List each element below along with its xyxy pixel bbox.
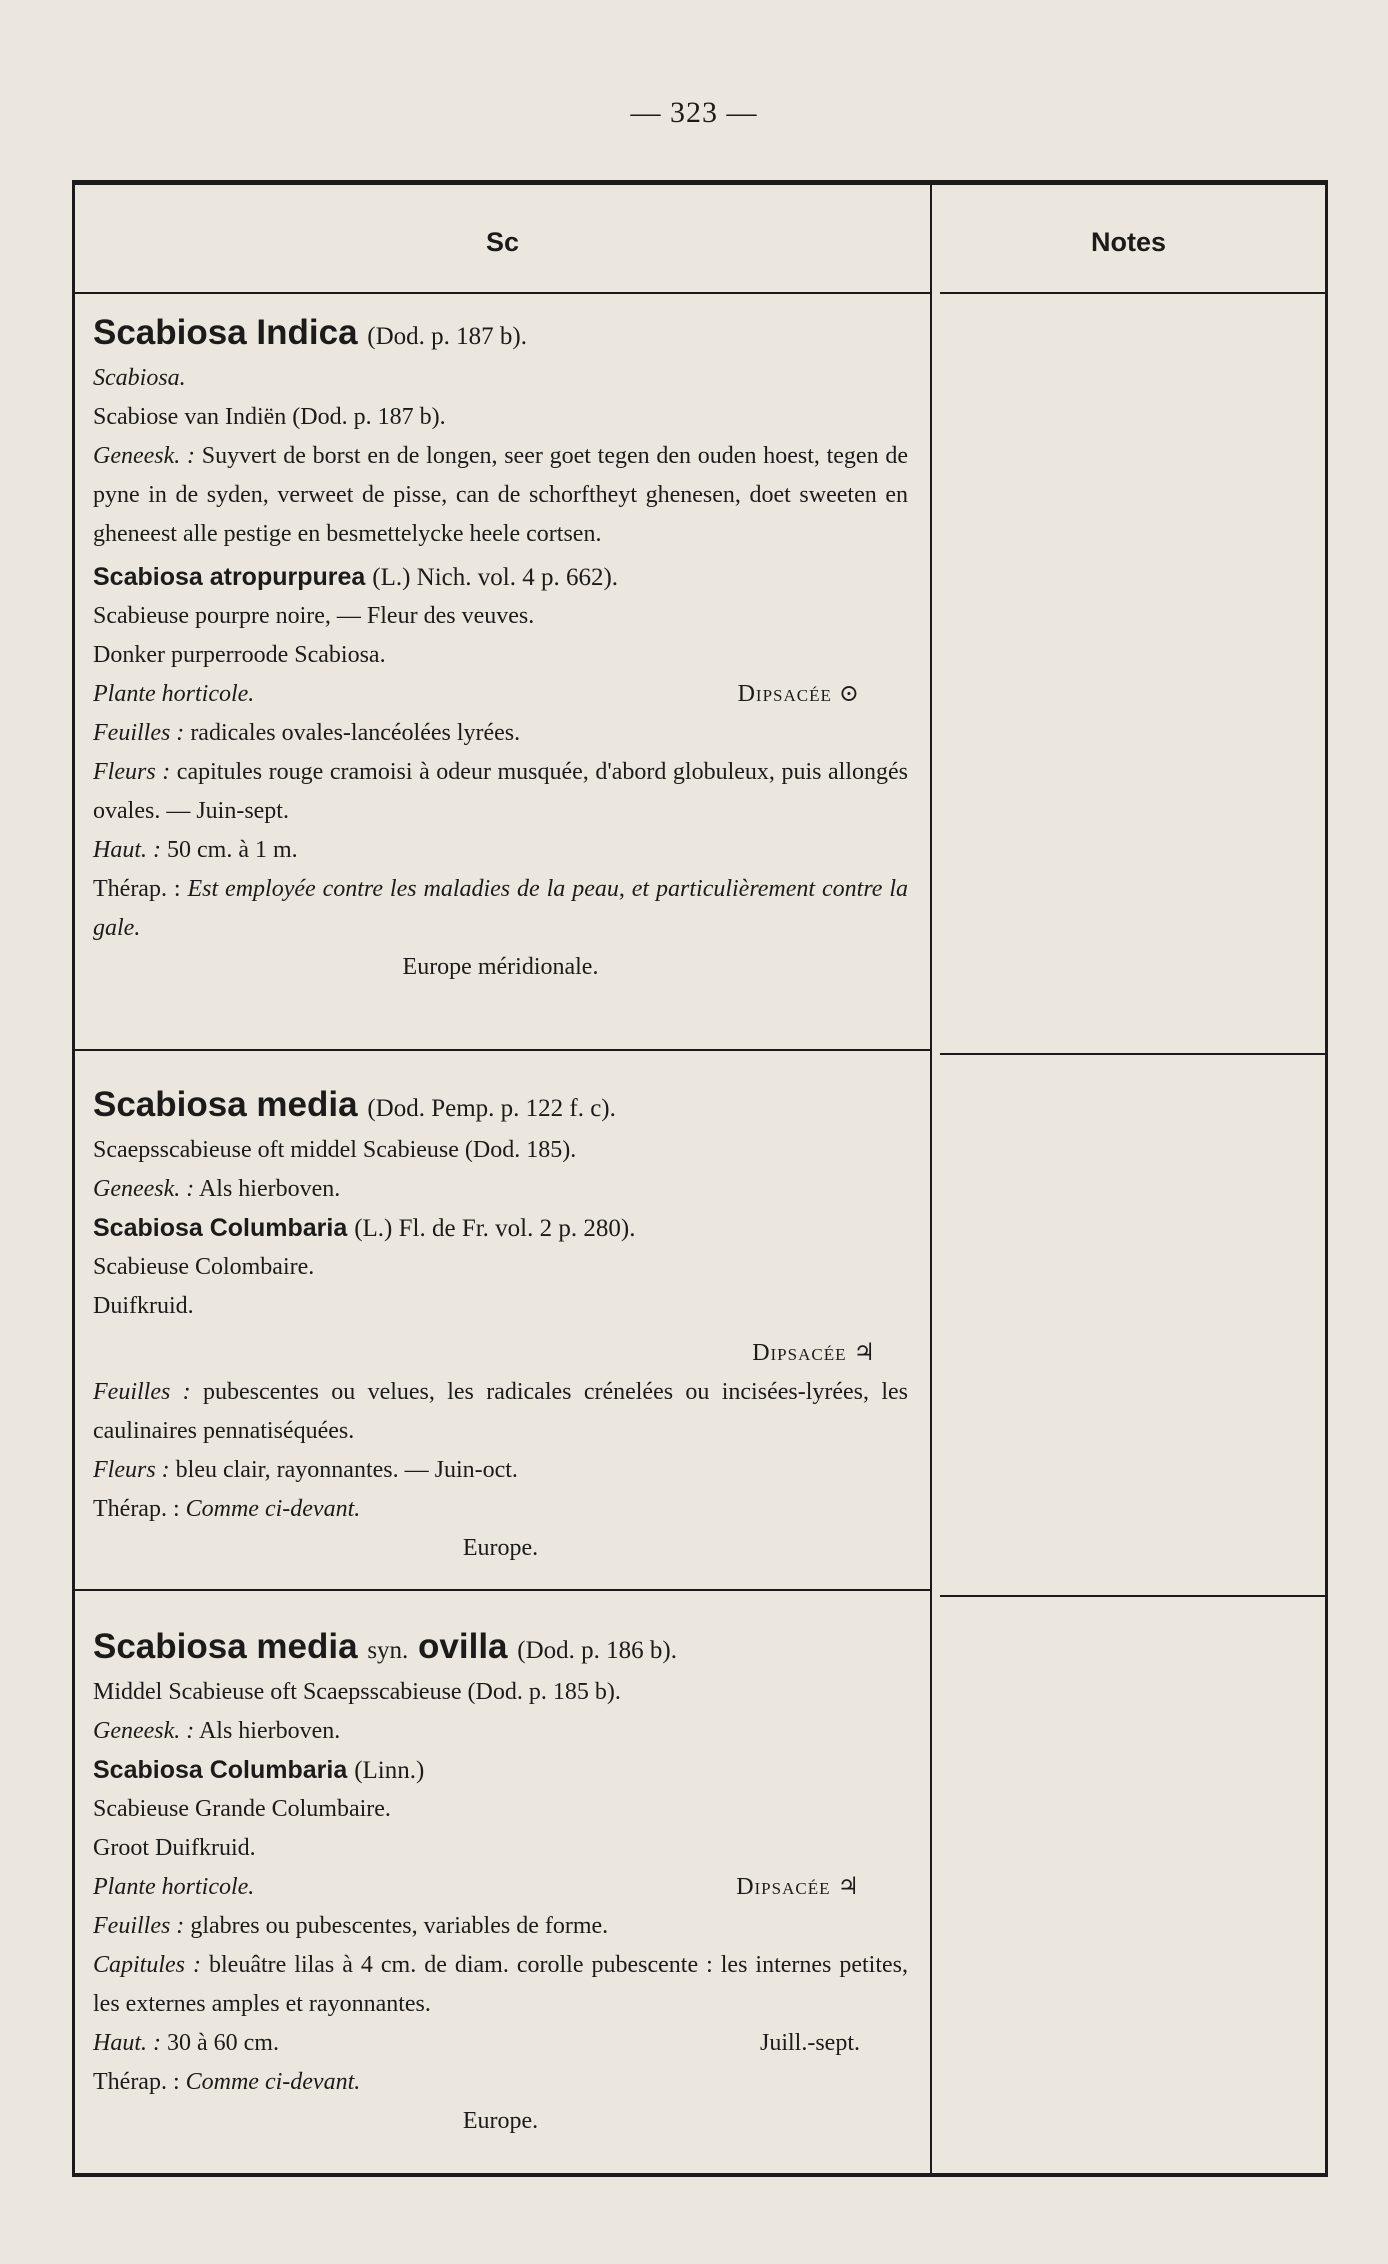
family-label: Dipsacée ♃ — [736, 1874, 860, 1900]
entry-line: Scabiose van Indiën (Dod. p. 187 b). — [93, 404, 446, 430]
entry-divider-right — [940, 1595, 1325, 1597]
region: Europe. — [462, 2108, 539, 2134]
column-header-notes: Notes — [1090, 227, 1166, 257]
entry-title-ref: (Dod. Pemp. p. 122 f. c). — [367, 1095, 616, 1122]
family-label: Dipsacée ♃ — [752, 1340, 876, 1366]
feuilles-label: Feuilles : — [93, 1913, 185, 1939]
entry-title-ref: (Dod. p. 187 b). — [367, 323, 528, 350]
plant-type: Plante horticole. — [93, 681, 255, 707]
entry-scabiosa-indica — [93, 311, 908, 987]
therap-text: Comme ci-devant. — [185, 1496, 361, 1522]
dutch-name: Groot Duifkruid. — [93, 1835, 256, 1861]
sub-title: Scabiosa atropurpurea — [93, 563, 366, 591]
french-name: Scabieuse Grande Columbaire. — [93, 1796, 391, 1822]
column-divider — [930, 185, 932, 2173]
entry-title-syn: syn. — [367, 1637, 409, 1664]
geneesk-label: Geneesk. : — [93, 1718, 195, 1744]
family-label: Dipsacée ⊙ — [737, 681, 860, 707]
entry-scabiosa-media-ovilla — [93, 1625, 908, 2141]
geneesk-text: Suyvert de borst en de longen, seer goet tegen den ouden hoest, tegen de pyne in de syden, verweet de pisse, can de schorftheyt ghenesen, doet sweeten en gheneest alle pestige en besmettelycke heele cortsen. — [93, 443, 908, 547]
fleurs-label: Fleurs : — [93, 759, 171, 785]
haut-text: 30 à 60 cm. — [167, 2030, 279, 2056]
entry-title: Scabiosa Indica — [93, 313, 358, 352]
geneesk-label: Geneesk. : — [93, 1176, 195, 1202]
entry-divider-right — [940, 1053, 1325, 1055]
therap-text: Est employée contre les maladies de la peau, et particulièrement contre la gale. — [93, 876, 909, 941]
french-name: Scabieuse Colombaire. — [93, 1254, 315, 1280]
haut-label: Haut. : — [93, 2030, 161, 2056]
entry-title-ref: (Dod. p. 186 b). — [517, 1637, 677, 1664]
entry-title: Scabiosa media — [93, 1627, 358, 1666]
dutch-name: Donker purperroode Scabiosa. — [93, 642, 386, 668]
capitules-text: bleuâtre lilas à 4 cm. de diam. corolle pubescente : les internes petites, les externes amples et rayonnantes. — [93, 1952, 909, 2017]
feuilles-text: glabres ou pubescentes, variables de forme. — [190, 1913, 609, 1939]
sub-ref: (L.) Fl. de Fr. vol. 2 p. 280). — [354, 1215, 636, 1242]
page-number: — 323 — — [630, 96, 758, 129]
geneesk-label: Geneesk. : — [93, 443, 196, 469]
fleurs-text: capitules rouge cramoisi à odeur musquée, d'abord globuleux, puis allongés ovales. — Juin-sept. — [93, 759, 909, 824]
capitules-label: Capitules : — [93, 1952, 201, 1978]
haut-label: Haut. : — [93, 837, 161, 863]
header-divider-right — [940, 292, 1325, 294]
region: Europe. — [462, 1535, 539, 1561]
table-frame — [72, 180, 1328, 2177]
dutch-name: Duifkruid. — [93, 1293, 194, 1319]
geneesk-text: Als hierboven. — [198, 1176, 341, 1202]
entry-scabiosa-media — [93, 1083, 908, 1568]
period-text: Juill.-sept. — [760, 2030, 860, 2056]
therap-text: Comme ci-devant. — [185, 2069, 361, 2095]
entry-line: Middel Scabieuse oft Scaepsscabieuse (Dod. p. 185 b). — [93, 1679, 621, 1705]
region: Europe méridionale. — [402, 954, 599, 980]
haut-text: 50 cm. à 1 m. — [167, 837, 298, 863]
entry-title: Scabiosa media — [93, 1085, 358, 1124]
sub-ref: (L.) Nich. vol. 4 p. 662). — [372, 564, 619, 591]
feuilles-text: radicales ovales-lancéolées lyrées. — [190, 720, 521, 746]
fleurs-label: Fleurs : — [93, 1457, 170, 1483]
entry-divider — [75, 1049, 930, 1051]
feuilles-text: pubescentes ou velues, les radicales crénelées ou incisées-lyrées, les caulinaires pennatiséquées. — [93, 1379, 908, 1444]
therap-label: Thérap. : — [93, 876, 181, 902]
feuilles-label: Feuilles : — [93, 1379, 191, 1405]
therap-label: Thérap. : — [93, 1496, 180, 1522]
entry-line: Scaepsscabieuse oft middel Scabieuse (Dod. 185). — [93, 1137, 577, 1163]
column-header-left: Sc — [485, 227, 520, 257]
entry-divider — [75, 1589, 930, 1591]
fleurs-text: bleu clair, rayonnantes. — Juin-oct. — [175, 1457, 518, 1483]
french-name: Scabieuse pourpre noire, — Fleur des veuves. — [93, 603, 535, 629]
feuilles-label: Feuilles : — [93, 720, 185, 746]
entry-title-2: ovilla — [418, 1627, 508, 1666]
entry-line: Scabiosa. — [93, 365, 186, 391]
sub-ref: (Linn.) — [354, 1757, 425, 1784]
sub-title: Scabiosa Columbaria — [93, 1214, 348, 1242]
therap-label: Thérap. : — [93, 2069, 180, 2095]
header-divider — [75, 292, 930, 294]
geneesk-text: Als hierboven. — [198, 1718, 341, 1744]
plant-type: Plante horticole. — [93, 1874, 255, 1900]
sub-title: Scabiosa Columbaria — [93, 1756, 348, 1784]
